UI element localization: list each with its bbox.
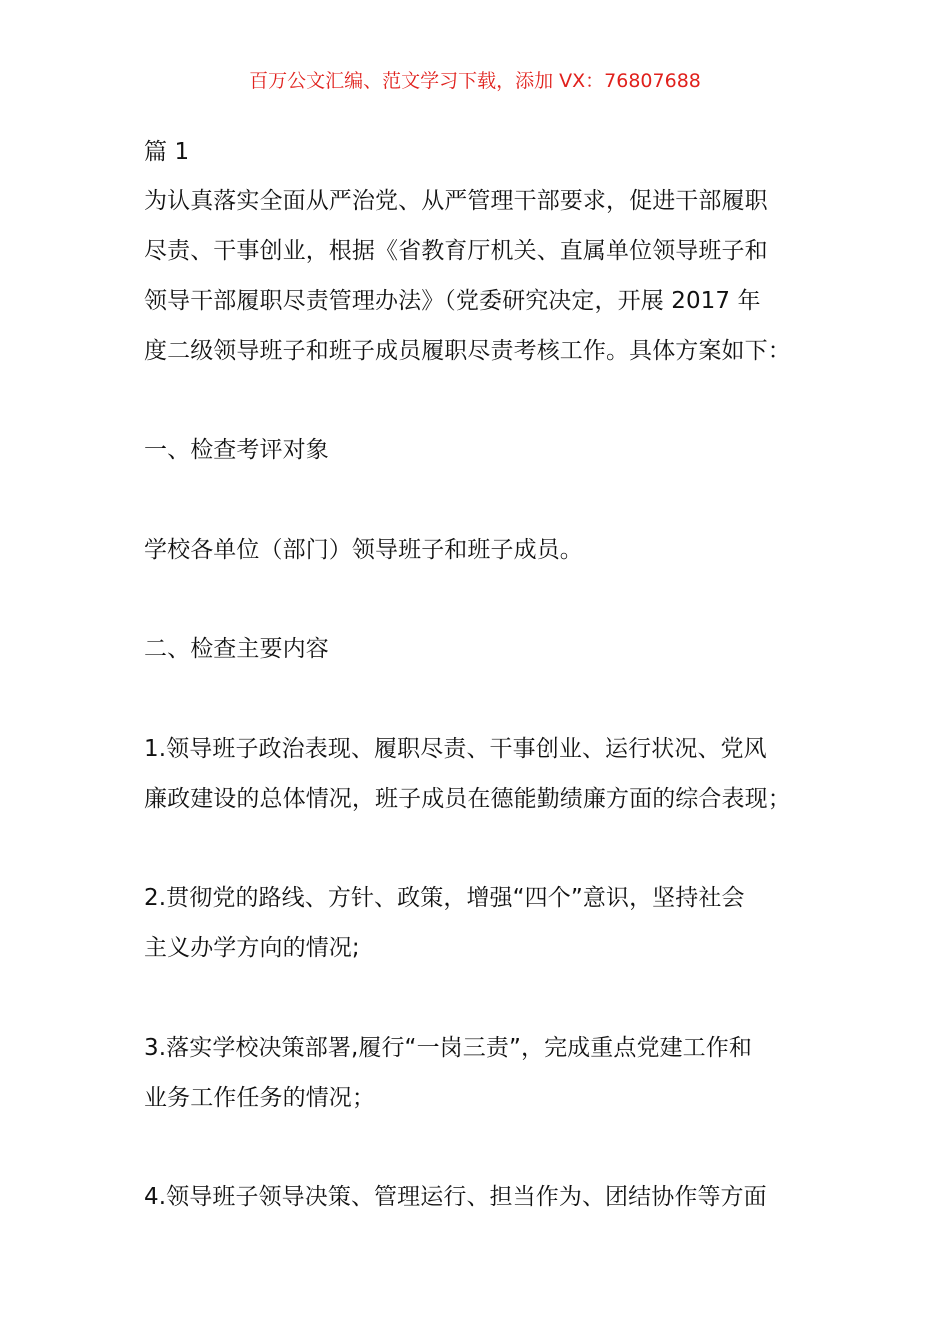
- item-4-line-1: 4.领导班子领导决策、管理运行、担当作为、团结协作等方面: [144, 1184, 767, 1210]
- item-3-line-1: 3.落实学校决策部署,履行“一岗三责”，完成重点党建工作和: [144, 1035, 752, 1061]
- item-2-line-2: 主义办学方向的情况;: [144, 935, 360, 961]
- header-watermark: 百万公文汇编、范文学习下载，添加 VX：76807688: [249, 70, 701, 92]
- intro-line-4: 度二级领导班子和班子成员履职尽责考核工作。具体方案如下：: [144, 338, 791, 364]
- item-1-line-2: 廉政建设的总体情况，班子成员在德能勤绩廉方面的综合表现；: [144, 786, 791, 812]
- intro-line-3: 领导干部履职尽责管理办法》（党委研究决定，开展 2017 年: [144, 288, 761, 314]
- item-3-line-2: 业务工作任务的情况；: [144, 1085, 375, 1111]
- heading-2: 二、检查主要内容: [144, 636, 329, 662]
- intro-line-2: 尽责、干事创业，根据《省教育厅机关、直属单位领导班子和: [144, 238, 768, 264]
- item-1-line-1: 1.领导班子政治表现、履职尽责、干事创业、运行状况、党风: [144, 736, 767, 762]
- heading-1: 一、检查考评对象: [144, 437, 329, 463]
- item-2-line-1: 2.贯彻党的路线、方针、政策，增强“四个”意识，坚持社会: [144, 885, 745, 911]
- intro-line-1: 为认真落实全面从严治党、从严管理干部要求，促进干部履职: [144, 188, 768, 214]
- heading-1-body: 学校各单位（部门）领导班子和班子成员。: [144, 537, 583, 563]
- section-title: 篇 1: [144, 139, 190, 165]
